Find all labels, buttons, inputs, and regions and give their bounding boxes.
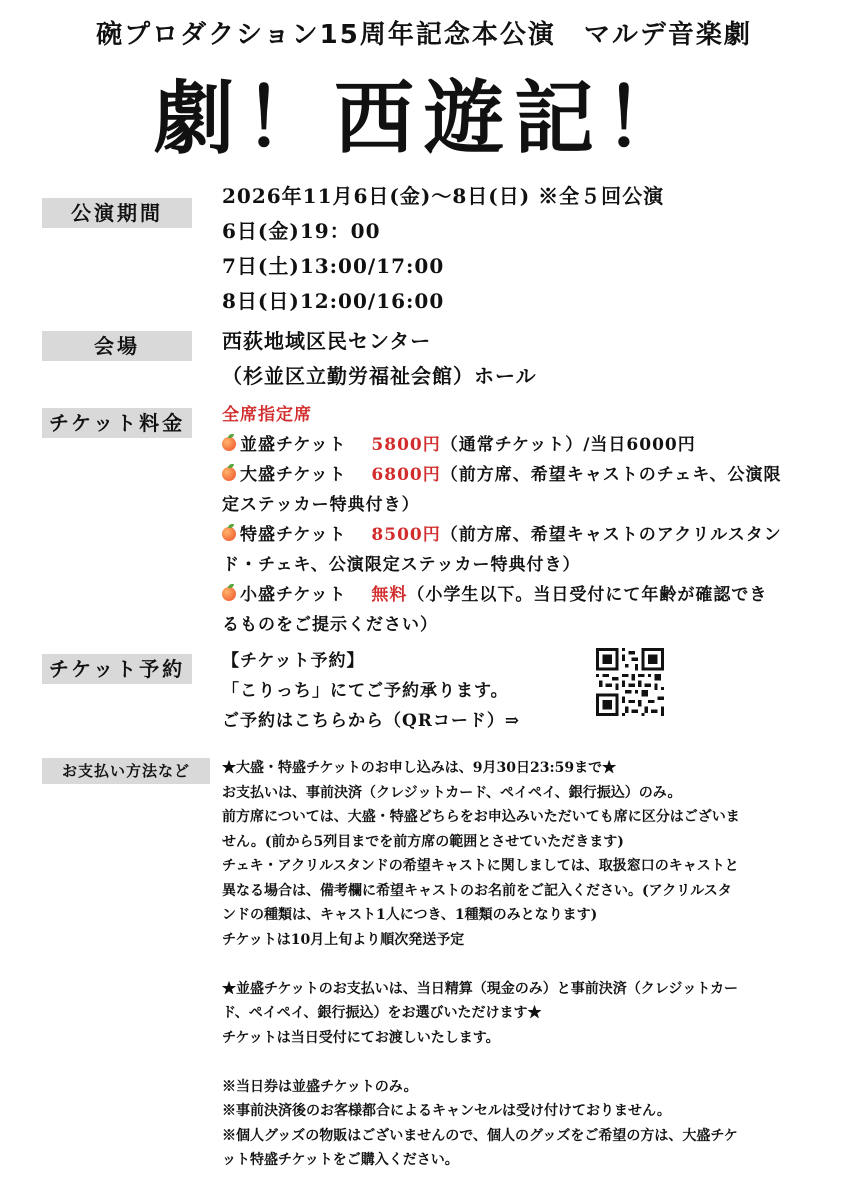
ticket-note: （通常チケット）/当日6000円	[440, 435, 696, 455]
schedule-line: 8日(日)12:00/16:00	[222, 289, 445, 313]
ticket-note-cont: るものをご提示ください）	[222, 615, 438, 635]
ticket-note: （小学生以下。当日受付にて年齢が確認でき	[407, 585, 768, 605]
ticket-price: 5800円	[371, 435, 441, 455]
tickets-label: チケット料金	[42, 408, 192, 438]
reservation-block	[222, 646, 520, 736]
reservation-line: 【チケット予約】	[222, 651, 365, 671]
ticket-note-cont: ド・チェキ、公演限定ステッカー特典付き）	[222, 555, 581, 575]
schedule-block	[222, 179, 664, 319]
payment-line: ド、ペイペイ、銀行振込）をお選びいただけます★	[222, 1005, 542, 1021]
venue-block	[222, 324, 537, 394]
ticket-note: （前方席、希望キャストのチェキ、公演限	[440, 465, 782, 485]
ticket-item	[222, 430, 782, 460]
ticket-header: 全席指定席	[222, 405, 312, 425]
schedule-line: 6日(金)19：00	[222, 219, 381, 243]
payment-line: チェキ・アクリルスタンドの希望キャストに関しましては、取扱窓口のキャストと	[222, 858, 739, 874]
schedule-line: 2026年11月6日(金)〜8日(日) ※全５回公演	[222, 184, 665, 208]
ticket-price: 8500円	[371, 525, 441, 545]
schedule-label: 公演期間	[42, 198, 192, 228]
peach-icon	[222, 467, 236, 481]
page-title: 劇！西遊記！	[154, 72, 694, 165]
payment-line: ★並盛チケットのお支払いは、当日精算（現金のみ）と事前決済（クレジットカー	[222, 980, 738, 997]
subtitle: 碗プロダクション15周年記念本公演 マルデ音楽劇	[96, 20, 752, 50]
ticket-name: 小盛チケット	[240, 585, 347, 605]
ticket-item	[222, 520, 782, 550]
payment-line: ★大盛・特盛チケットのお申し込みは、9月30日23:59まで★	[222, 760, 617, 776]
payment-line: お支払いは、事前決済（クレジットカード、ペイペイ、銀行振込）のみ。	[222, 784, 682, 801]
reservation-line: 「こりっち」にてご予約承ります。	[222, 681, 509, 701]
venue-line: 西荻地域区民センター	[222, 329, 432, 353]
payment-line: 前方席については、大盛・特盛どちらをお申込みいただいても席に区分はございま	[222, 809, 740, 825]
payment-line: ※個人グッズの物販はございませんので、個人のグッズをご希望の方は、大盛チケ	[222, 1127, 738, 1144]
payment-label: お支払い方法など	[42, 758, 210, 784]
payment-block	[222, 756, 740, 1173]
reservation-label: チケット予約	[42, 654, 192, 684]
reservation-line: ご予約はこちらから（QRコード）⇒	[222, 711, 521, 731]
payment-line: チケットは当日受付にてお渡しいたします。	[222, 1029, 500, 1046]
payment-line: 異なる場合は、備考欄に希望キャストのお名前をご記入ください。(アクリルスタ	[222, 882, 732, 899]
ticket-price: 6800円	[371, 465, 441, 485]
venue-line: （杉並区立勤労福祉会館）ホール	[222, 364, 537, 388]
qr-code[interactable]	[596, 648, 664, 716]
peach-icon	[222, 587, 236, 601]
payment-line: ※事前決済後のお客様都合によるキャンセルは受け付けておりません。	[222, 1103, 671, 1119]
ticket-note-cont: 定ステッカー特典付き）	[222, 495, 420, 515]
payment-line: ット特盛チケットをご購入ください。	[222, 1152, 459, 1168]
payment-line: チケットは10月上旬より順次発送予定	[222, 931, 465, 948]
payment-line: ※当日券は並盛チケットのみ。	[222, 1078, 418, 1095]
ticket-item	[222, 460, 782, 490]
peach-icon	[222, 527, 236, 541]
payment-line: ンドの種類は、キャスト1人につき、1種類のみとなります)	[222, 907, 598, 923]
schedule-line: 7日(土)13:00/17:00	[222, 254, 445, 278]
tickets-block	[222, 400, 782, 640]
ticket-name: 特盛チケット	[240, 525, 347, 545]
ticket-name: 並盛チケット	[240, 435, 347, 455]
payment-line: せん。(前から5列目までを前方席の範囲とさせていただきます)	[222, 833, 624, 850]
ticket-name: 大盛チケット	[240, 465, 347, 485]
venue-label: 会場	[42, 331, 192, 361]
peach-icon	[222, 437, 236, 451]
ticket-note: （前方席、希望キャストのアクリルスタン	[440, 525, 782, 545]
ticket-item	[222, 580, 782, 610]
ticket-price: 無料	[371, 585, 408, 605]
